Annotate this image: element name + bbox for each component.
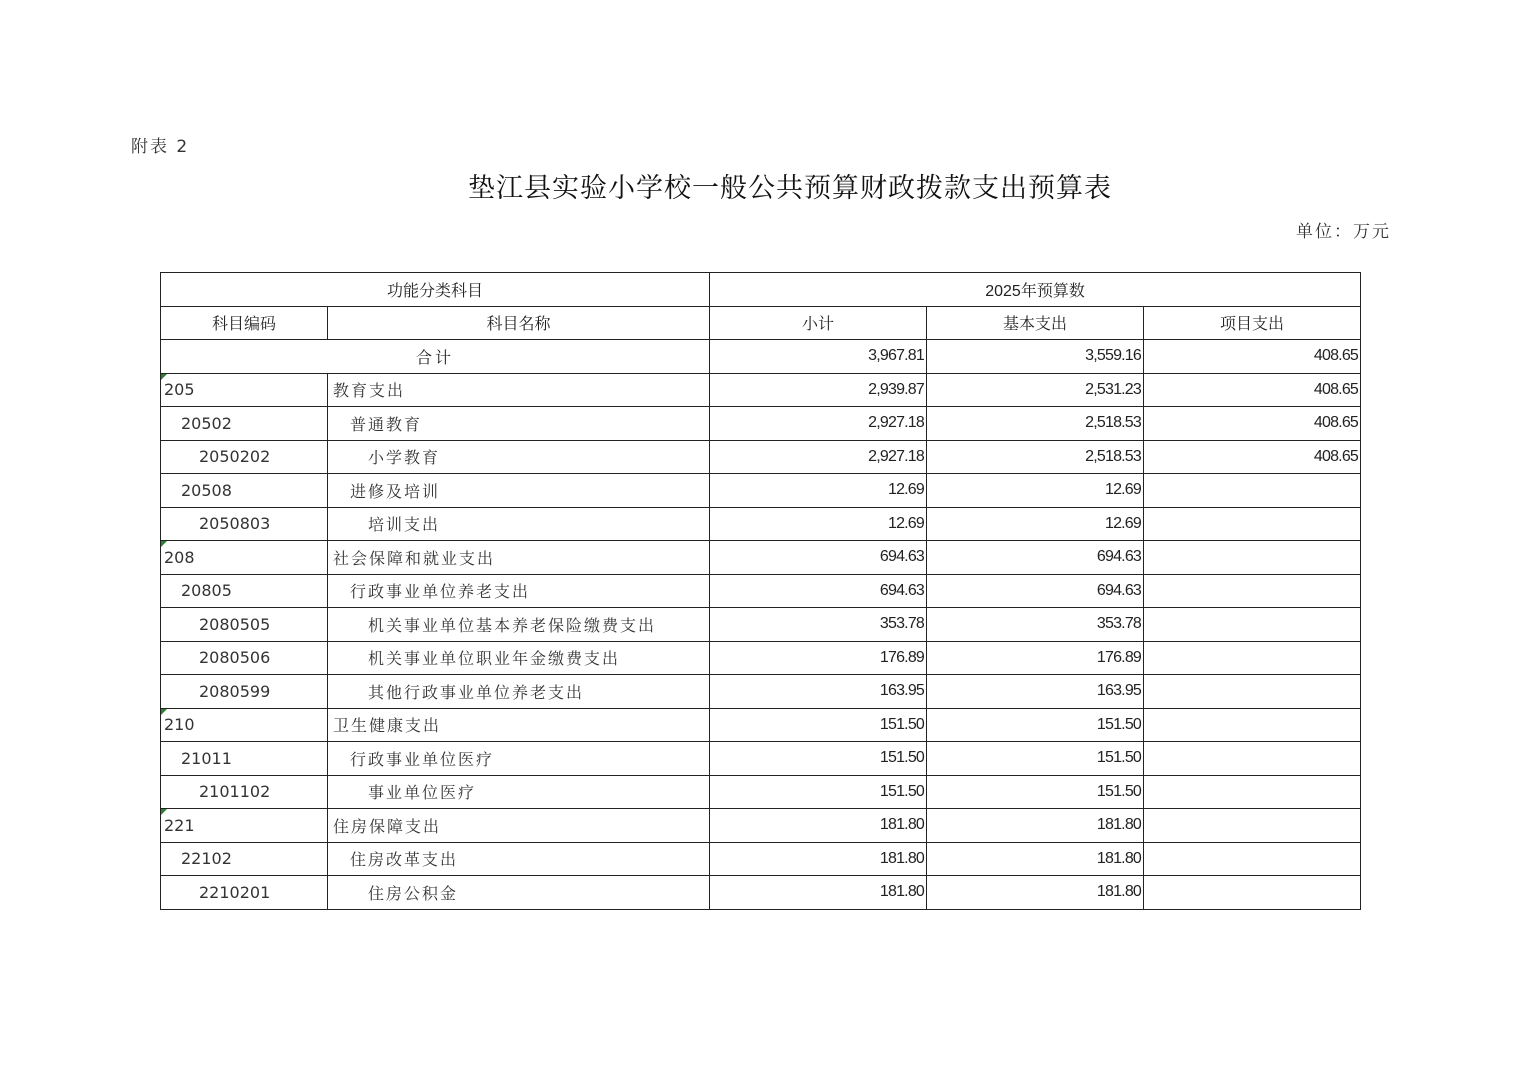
row-project	[1144, 641, 1361, 675]
row-code: 221	[161, 809, 328, 843]
table-row	[161, 608, 1361, 642]
row-subtotal: 353.78	[710, 608, 927, 642]
row-code: 2050803	[161, 507, 328, 541]
row-basic: 2,518.53	[927, 440, 1144, 474]
row-code: 205	[161, 373, 328, 407]
row-subtotal: 176.89	[710, 641, 927, 675]
row-code: 2101102	[161, 775, 328, 809]
row-basic: 151.50	[927, 708, 1144, 742]
table-row	[161, 440, 1361, 474]
row-project	[1144, 675, 1361, 709]
code-column-header: 科目编码	[161, 306, 328, 340]
subtotal-column-header: 小计	[710, 306, 927, 340]
row-name: 机关事业单位职业年金缴费支出	[328, 641, 710, 675]
name-column-header: 科目名称	[328, 306, 710, 340]
row-project	[1144, 541, 1361, 575]
row-code: 20502	[161, 407, 328, 441]
table-row	[161, 742, 1361, 776]
total-project: 408.65	[1144, 340, 1361, 374]
row-project	[1144, 842, 1361, 876]
table-row	[161, 574, 1361, 608]
table-row	[161, 675, 1361, 709]
row-code: 210	[161, 708, 328, 742]
row-code: 2080505	[161, 608, 328, 642]
cell-flag-icon	[161, 541, 167, 547]
cell-flag-icon	[161, 374, 167, 380]
row-basic: 163.95	[927, 675, 1144, 709]
total-label: 合计	[161, 340, 710, 374]
row-code: 22102	[161, 842, 328, 876]
category-group-header: 功能分类科目	[161, 273, 710, 307]
row-name: 住房保障支出	[328, 809, 710, 843]
table-row	[161, 373, 1361, 407]
row-project: 408.65	[1144, 373, 1361, 407]
row-basic: 694.63	[927, 574, 1144, 608]
attachment-label: 附表 2	[131, 137, 190, 157]
row-project	[1144, 474, 1361, 508]
row-basic: 12.69	[927, 474, 1144, 508]
row-name: 住房公积金	[328, 876, 710, 910]
table-body	[161, 273, 1361, 910]
row-code: 20508	[161, 474, 328, 508]
row-subtotal: 151.50	[710, 775, 927, 809]
page-title: 垫江县实验小学校一般公共预算财政拨款支出预算表	[468, 173, 1112, 204]
cell-flag-icon	[161, 709, 167, 715]
budget-group-header: 2025年预算数	[710, 273, 1361, 307]
row-subtotal: 12.69	[710, 474, 927, 508]
row-code: 20805	[161, 574, 328, 608]
row-basic: 353.78	[927, 608, 1144, 642]
total-row	[161, 340, 1361, 374]
row-basic: 181.80	[927, 809, 1144, 843]
row-name: 社会保障和就业支出	[328, 541, 710, 575]
row-project	[1144, 809, 1361, 843]
basic-column-header: 基本支出	[927, 306, 1144, 340]
row-project	[1144, 574, 1361, 608]
row-basic: 2,518.53	[927, 407, 1144, 441]
row-subtotal: 12.69	[710, 507, 927, 541]
row-basic: 181.80	[927, 876, 1144, 910]
row-code: 2080506	[161, 641, 328, 675]
row-basic: 12.69	[927, 507, 1144, 541]
row-project: 408.65	[1144, 440, 1361, 474]
row-project	[1144, 708, 1361, 742]
unit-label: 单位：万元	[1296, 222, 1391, 242]
row-subtotal: 151.50	[710, 708, 927, 742]
row-project	[1144, 507, 1361, 541]
table-row	[161, 775, 1361, 809]
row-name: 小学教育	[328, 440, 710, 474]
group-header-row	[161, 273, 1361, 307]
row-name: 教育支出	[328, 373, 710, 407]
row-name: 其他行政事业单位养老支出	[328, 675, 710, 709]
row-subtotal: 181.80	[710, 809, 927, 843]
row-subtotal: 2,927.18	[710, 407, 927, 441]
row-project	[1144, 775, 1361, 809]
table-row	[161, 507, 1361, 541]
row-code: 21011	[161, 742, 328, 776]
row-basic: 151.50	[927, 775, 1144, 809]
project-column-header: 项目支出	[1144, 306, 1361, 340]
row-code: 2080599	[161, 675, 328, 709]
row-code: 2050202	[161, 440, 328, 474]
table-row	[161, 708, 1361, 742]
row-name: 机关事业单位基本养老保险缴费支出	[328, 608, 710, 642]
total-basic: 3,559.16	[927, 340, 1144, 374]
row-basic: 151.50	[927, 742, 1144, 776]
row-basic: 2,531.23	[927, 373, 1144, 407]
row-subtotal: 181.80	[710, 876, 927, 910]
row-subtotal: 2,939.87	[710, 373, 927, 407]
table-row	[161, 641, 1361, 675]
row-subtotal: 694.63	[710, 541, 927, 575]
budget-table	[160, 272, 1361, 910]
row-name: 卫生健康支出	[328, 708, 710, 742]
row-subtotal: 694.63	[710, 574, 927, 608]
row-basic: 181.80	[927, 842, 1144, 876]
row-code: 208	[161, 541, 328, 575]
row-name: 行政事业单位医疗	[328, 742, 710, 776]
row-subtotal: 163.95	[710, 675, 927, 709]
table-row	[161, 842, 1361, 876]
table-row	[161, 876, 1361, 910]
column-header-row	[161, 306, 1361, 340]
row-name: 行政事业单位养老支出	[328, 574, 710, 608]
row-project: 408.65	[1144, 407, 1361, 441]
row-name: 普通教育	[328, 407, 710, 441]
row-name: 事业单位医疗	[328, 775, 710, 809]
row-subtotal: 2,927.18	[710, 440, 927, 474]
cell-flag-icon	[161, 809, 167, 815]
table-row	[161, 407, 1361, 441]
row-subtotal: 151.50	[710, 742, 927, 776]
row-name: 进修及培训	[328, 474, 710, 508]
row-basic: 694.63	[927, 541, 1144, 575]
row-code: 2210201	[161, 876, 328, 910]
row-basic: 176.89	[927, 641, 1144, 675]
row-project	[1144, 742, 1361, 776]
row-subtotal: 181.80	[710, 842, 927, 876]
table-row	[161, 809, 1361, 843]
row-name: 培训支出	[328, 507, 710, 541]
table-row	[161, 474, 1361, 508]
table-row	[161, 541, 1361, 575]
row-project	[1144, 876, 1361, 910]
total-subtotal: 3,967.81	[710, 340, 927, 374]
row-name: 住房改革支出	[328, 842, 710, 876]
row-project	[1144, 608, 1361, 642]
